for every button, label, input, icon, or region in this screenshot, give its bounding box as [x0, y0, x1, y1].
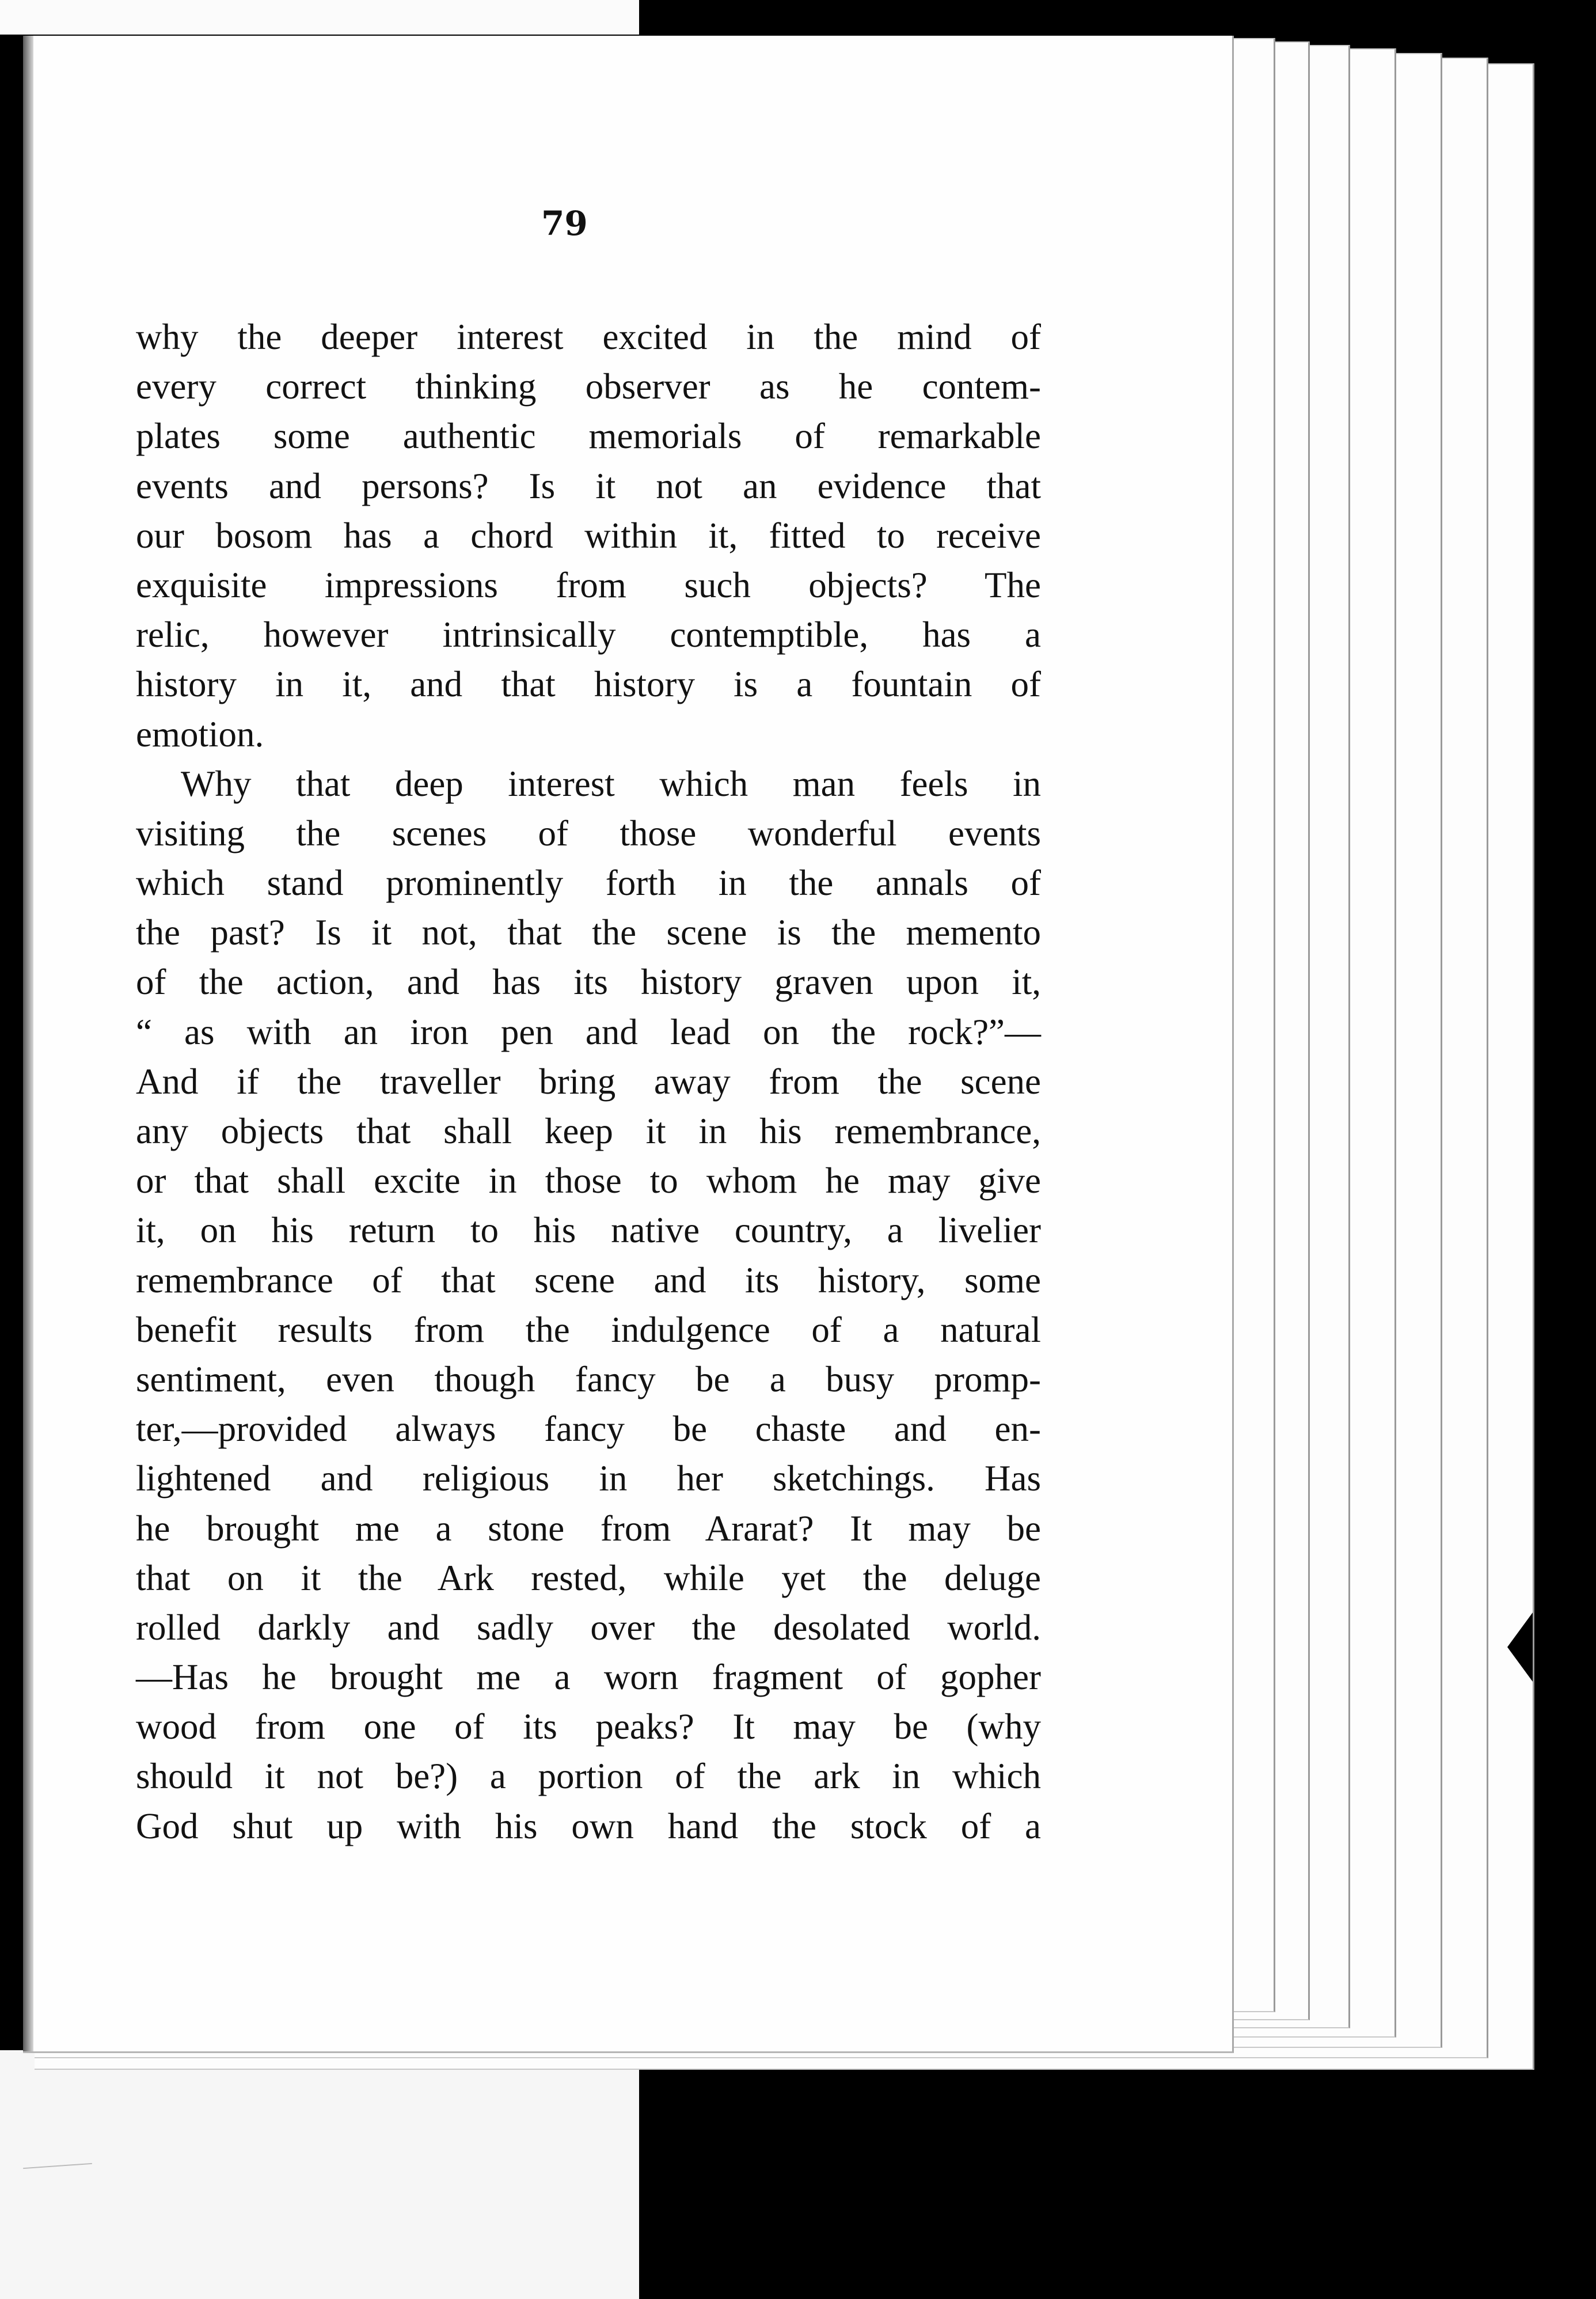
- text-line: lightened and religious in her sketchings. Has: [136, 1458, 1041, 1499]
- text-line: And if the traveller bring away from the scene: [136, 1061, 1041, 1102]
- text-line: which stand prominently forth in the annals of: [136, 863, 1041, 904]
- text-line: every correct thinking observer as he contem-: [136, 366, 1041, 407]
- text-line: exquisite impressions from such objects? The: [136, 564, 1041, 605]
- text-line: benefit results from the indulgence of a natural: [136, 1309, 1041, 1350]
- text-line: it, on his return to his native country, a livelier: [136, 1210, 1041, 1251]
- text-line: the past? Is it not, that the scene is the memento: [136, 912, 1041, 953]
- text-line: our bosom has a chord within it, fitted to receive: [136, 515, 1041, 556]
- text-line: relic, however intrinsically contemptible, has a: [136, 614, 1041, 655]
- text-line: that on it the Ark rested, while yet the deluge: [136, 1557, 1041, 1598]
- page-edge-notch: [1507, 1613, 1533, 1682]
- text-line: wood from one of its peaks? It may be (why: [136, 1706, 1041, 1747]
- page-binding-shadow: [23, 36, 33, 2051]
- page-number: 79: [541, 204, 588, 243]
- text-line: or that shall excite in those to whom he may give: [136, 1160, 1041, 1201]
- paragraph-1: [136, 312, 1041, 759]
- text-line: Why that deep interest which man feels in: [181, 763, 1041, 804]
- text-line: he brought me a stone from Ararat? It may be: [136, 1508, 1041, 1549]
- text-line: —Has he brought me a worn fragment of gopher: [136, 1657, 1041, 1698]
- book-page: [23, 36, 1234, 2053]
- text-line: sentiment, even though fancy be a busy promp-: [136, 1359, 1041, 1399]
- body-text: [136, 312, 1041, 1851]
- text-line: history in it, and that history is a fountain of: [136, 664, 1041, 705]
- text-line: of the action, and has its history graven upon it,: [136, 962, 1041, 1003]
- text-line: should it not be?) a portion of the ark in which: [136, 1756, 1041, 1797]
- text-line: ter,—provided always fancy be chaste and en-: [136, 1409, 1041, 1450]
- text-line: emotion.: [136, 714, 264, 754]
- text-line: any objects that shall keep it in his remembrance,: [136, 1111, 1041, 1151]
- text-line: why the deeper interest excited in the mind of: [136, 317, 1041, 357]
- text-line: visiting the scenes of those wonderful events: [136, 813, 1041, 853]
- paragraph-2: [136, 759, 1041, 1851]
- text-line: rolled darkly and sadly over the desolated world.: [136, 1607, 1041, 1648]
- text-line: “ as with an iron pen and lead on the rock?”—: [136, 1011, 1041, 1052]
- scanner-bed-top: [0, 0, 639, 35]
- text-line: God shut up with his own hand the stock of a: [136, 1805, 1041, 1846]
- scanner-bed-bottom: [0, 2050, 639, 2299]
- text-line: remembrance of that scene and its history, some: [136, 1259, 1041, 1300]
- text-line: events and persons? Is it not an evidence that: [136, 465, 1041, 506]
- text-line: plates some authentic memorials of remarkable: [136, 416, 1041, 457]
